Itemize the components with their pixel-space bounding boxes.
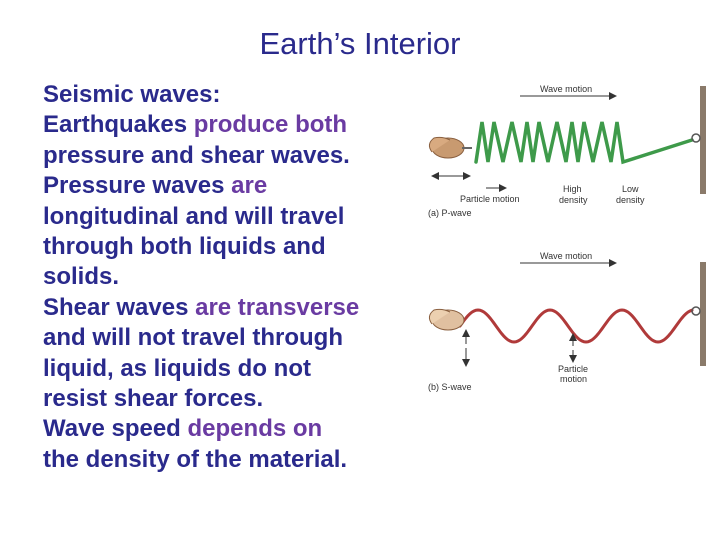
body-line [43,323,423,353]
high-density-label: High [563,184,582,194]
s-wave-motion-label: Wave motion [540,251,593,261]
body-line [43,110,423,140]
normal-text: produce both [187,111,348,139]
emphasis-text: Wave speed [43,415,181,443]
s-wave-caption: (b) S-wave [428,382,472,392]
p-wave-particle-motion-label: Particle motion [460,194,520,204]
seismic-wave-figure [420,78,710,408]
s-wave-panel [428,251,706,392]
p-wave-coil [476,122,692,162]
body-line [43,384,423,414]
body-line [43,354,423,384]
emphasis-text: the density of the material. [43,445,348,473]
body-line [43,141,423,171]
body-line [43,293,423,323]
s-wave-rope [460,310,692,342]
slide-title: Earth’s Interior [259,26,461,61]
emphasis-text: Earthquakes [43,111,188,139]
p-wave-wall [700,86,706,194]
low-density-label: Low [622,184,639,194]
body-line [43,171,423,201]
normal-text: are [224,172,268,200]
emphasis-text: through both liquids and [43,233,326,261]
emphasis-text: solids. [43,263,120,291]
p-wave-panel [428,84,706,218]
p-wave-caption: (a) P-wave [428,208,472,218]
emphasis-text: Pressure waves [43,172,225,200]
emphasis-text: longitudinal and will travel [43,202,345,230]
s-wave-particle-motion-label: Particle [558,364,589,374]
low-density-label-2: density [616,195,645,205]
body-line [43,414,423,444]
normal-text: are transverse [188,293,360,321]
emphasis-text: Seismic waves: [43,81,221,108]
s-wave-wall [700,262,706,366]
body-line [43,232,423,262]
emphasis-text: liquid, as liquids do not [43,354,311,382]
body-text [43,80,423,475]
body-line [43,445,423,475]
s-wave-hand-icon [429,309,464,330]
p-wave-motion-label: Wave motion [540,84,593,94]
p-wave-anchor-icon [692,134,700,142]
p-wave-hand-icon [429,137,472,158]
body-line [43,202,423,232]
s-wave-particle-motion-label-2: motion [560,374,588,384]
normal-text: depends on [180,415,323,443]
emphasis-text: pressure and shear waves. [43,141,350,169]
emphasis-text: Shear waves [43,293,189,321]
body-line [43,80,423,110]
emphasis-text: and will not travel through [43,324,343,352]
body-line [43,262,423,292]
emphasis-text: resist shear forces. [43,385,264,413]
high-density-label-2: density [559,195,588,205]
